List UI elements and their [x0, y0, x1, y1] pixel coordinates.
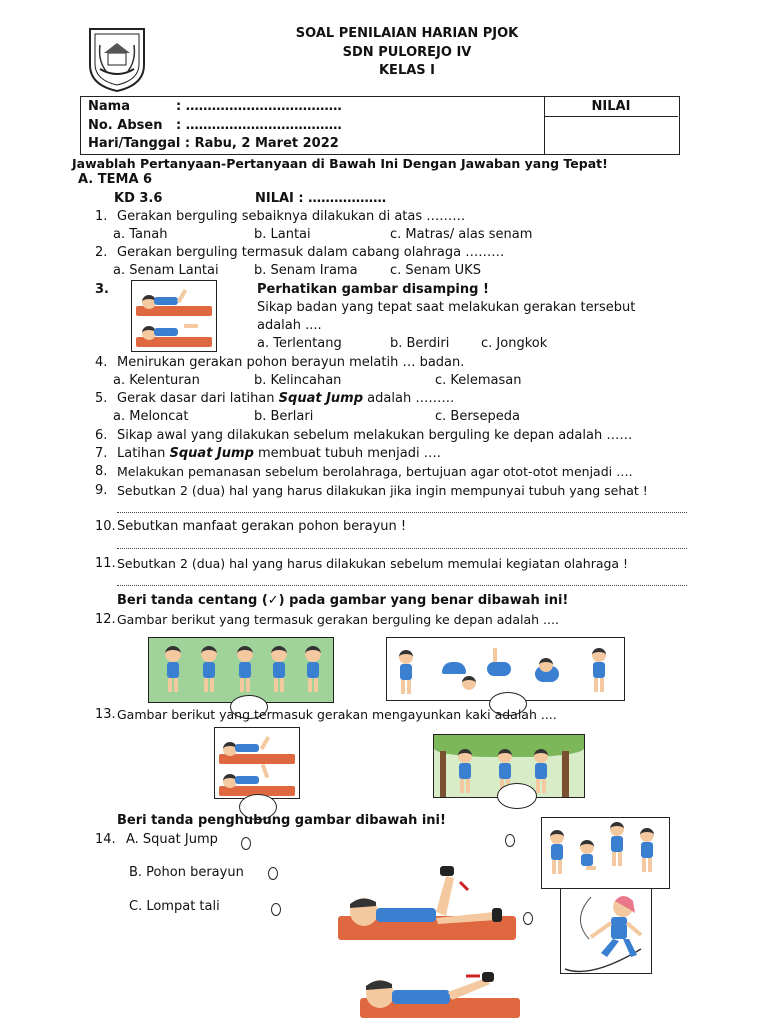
checkmark-instruction: Beri tanda centang (✓) pada gambar yang benar dibawah ini! [117, 593, 569, 608]
q2-number: 2. [95, 245, 108, 260]
q7-text: Latihan Squat Jump membuat tubuh menjadi …. [117, 446, 441, 461]
q13-image-a [214, 727, 300, 799]
q1-number: 1. [95, 209, 108, 224]
kd-score: NILAI : ……………… [255, 191, 387, 206]
q3-illustration [131, 280, 217, 352]
q13-text: Gambar berikut yang termasuk gerakan mengayunkan kaki adalah .... [117, 707, 557, 722]
absen-label: No. Absen [88, 118, 163, 133]
q6-number: 6. [95, 428, 108, 443]
q11-answer-line[interactable] [117, 585, 687, 586]
q12-image-a [148, 637, 334, 703]
q1-option-c: c. Matras/ alas senam [390, 227, 533, 242]
q5-option-a: a. Meloncat [113, 409, 189, 424]
q14-dot-squat-image[interactable] [505, 834, 515, 847]
q3-option-b: b. Berdiri [390, 336, 450, 351]
q3-heading: Perhatikan gambar disamping ! [257, 282, 489, 297]
q13-checkbox-b[interactable] [497, 783, 537, 809]
q4-number: 4. [95, 355, 108, 370]
q2-option-a: a. Senam Lantai [113, 263, 219, 278]
absen-value: : ……………………………… [176, 118, 342, 133]
q14-image-jump-rope [560, 888, 652, 974]
q4-option-b: b. Kelincahan [254, 373, 342, 388]
q3-text-line1: Sikap badan yang tepat saat melakukan gerakan tersebut [257, 300, 636, 315]
header-school: SDN PULOREJO IV [342, 45, 472, 60]
nama-value: : ……………………………… [176, 99, 342, 114]
q3-option-c: c. Jongkok [481, 336, 548, 351]
date-field: Hari/Tanggal : Rabu, 2 Maret 2022 [88, 136, 339, 151]
q10-answer-line[interactable] [117, 548, 687, 549]
q14-number: 14. [95, 832, 116, 847]
q1-option-b: b. Lantai [254, 227, 311, 242]
score-divider [544, 116, 678, 117]
q9-number: 9. [95, 483, 108, 498]
q4-option-a: a. Kelenturan [113, 373, 200, 388]
q8-text: Melakukan pemanasan sebelum berolahraga, bertujuan agar otot-otot menjadi …. [117, 464, 633, 479]
q11-number: 11. [95, 556, 116, 571]
instruction: Jawablah Pertanyaan-Pertanyaan di Bawah Ini Dengan Jawaban yang Tepat! [72, 156, 608, 171]
q7-number: 7. [95, 446, 108, 461]
matching-instruction: Beri tanda penghubung gambar dibawah ini! [117, 813, 446, 828]
header-class: KELAS I [378, 63, 436, 78]
q14-item-b: B. Pohon berayun [129, 865, 244, 880]
q9-answer-line[interactable] [117, 512, 687, 513]
q1-option-a: a. Tanah [113, 227, 168, 242]
q4-text: Menirukan gerakan pohon berayun melatih … badan. [117, 355, 465, 370]
q5-option-b: b. Berlari [254, 409, 314, 424]
q14-image-squat-jump [541, 817, 670, 889]
q6-text: Sikap awal yang dilakukan sebelum melakukan berguling ke depan adalah …… [117, 428, 633, 443]
q12-number: 12. [95, 612, 116, 627]
q5-number: 5. [95, 391, 108, 406]
q9-text: Sebutkan 2 (dua) hal yang harus dilakukan jika ingin mempunyai tubuh yang sehat ! [117, 483, 648, 498]
q1-text: Gerakan berguling sebaiknya dilakukan di atas ……… [117, 209, 466, 224]
q14-dot-c[interactable] [271, 903, 281, 916]
q14-dot-b[interactable] [268, 867, 278, 880]
q14-image-leg-swing [336, 860, 524, 1020]
q14-dot-berayun-image[interactable] [523, 912, 533, 925]
q13-number: 13. [95, 707, 116, 722]
q2-text: Gerakan berguling termasuk dalam cabang olahraga ……… [117, 245, 505, 260]
q4-option-c: c. Kelemasan [435, 373, 522, 388]
q14-item-a: A. Squat Jump [126, 832, 218, 847]
q2-option-b: b. Senam Irama [254, 263, 358, 278]
q11-text: Sebutkan 2 (dua) hal yang harus dilakukan sebelum memulai kegiatan olahraga ! [117, 556, 629, 571]
q12-text: Gambar berikut yang termasuk gerakan berguling ke depan adalah .... [117, 612, 559, 627]
nama-label: Nama [88, 99, 130, 114]
q3-option-a: a. Terlentang [257, 336, 342, 351]
score-label: NILAI [591, 99, 631, 114]
q8-number: 8. [95, 464, 108, 479]
header-title: SOAL PENILAIAN HARIAN PJOK [295, 26, 519, 41]
q3-text-line2: adalah .... [257, 318, 322, 333]
q10-number: 10. [95, 519, 116, 534]
q2-option-c: c. Senam UKS [390, 263, 481, 278]
q5-text: Gerak dasar dari latihan Squat Jump adalah ……… [117, 391, 455, 406]
section-title: A. TEMA 6 [78, 172, 153, 187]
q10-text: Sebutkan manfaat gerakan pohon berayun ! [117, 519, 407, 534]
q14-dot-a[interactable] [241, 837, 251, 850]
q14-item-c: C. Lompat tali [129, 899, 220, 914]
kd-label: KD 3.6 [114, 191, 163, 206]
q3-number: 3. [95, 282, 109, 297]
q5-option-c: c. Bersepeda [435, 409, 520, 424]
